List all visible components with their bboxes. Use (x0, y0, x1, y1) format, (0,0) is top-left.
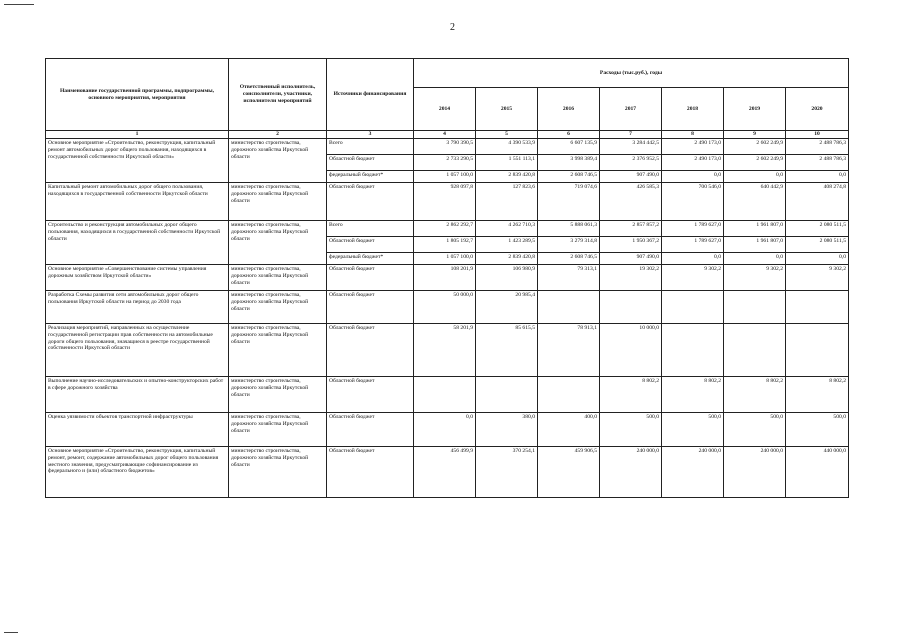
expense-value-cell: 2 376 952,5 (600, 155, 662, 171)
expense-value-cell: 0,0 (662, 171, 724, 183)
funding-source-cell: Областной бюджет (327, 237, 414, 253)
expense-value-cell: 3 279 314,8 (538, 237, 600, 253)
expense-value-cell: 5 888 061,3 (538, 221, 600, 237)
table-row (46, 447, 849, 498)
expense-value-cell: 19 302,2 (600, 265, 662, 291)
header-program-name: Наименование государственной программы, подпрограммы, основного мероприятия, мероприятия (46, 59, 229, 131)
column-index: 4 (414, 131, 476, 139)
expense-value-cell (724, 324, 786, 377)
expense-value-cell (662, 324, 724, 377)
expense-value-cell: 2 490 173,0 (662, 155, 724, 171)
expense-value-cell: 0,0 (414, 413, 476, 447)
funding-source-cell: Областной бюджет (327, 447, 414, 498)
funding-source-cell: федеральный бюджет* (327, 253, 414, 265)
program-name-cell: Основное мероприятие «Строительство, реконструкция, капитальный ремонт, ремонт, содержание автомобильных дорог общего пользования местного значения, предусматривающие софинансирование из федерального и (или) областного бюджетов» (46, 447, 229, 498)
expense-value-cell: 500,0 (600, 413, 662, 447)
scan-mark (4, 4, 34, 5)
funding-source-cell: Областной бюджет (327, 291, 414, 324)
expense-value-cell: 1 423 289,5 (476, 237, 538, 253)
column-index: 10 (786, 131, 849, 139)
executor-cell: министерство строительства, дорожного хозяйства Иркутской области (229, 291, 327, 324)
expense-value-cell (600, 291, 662, 324)
funding-source-cell: Областной бюджет (327, 183, 414, 221)
funding-source-cell: Областной бюджет (327, 265, 414, 291)
expense-value-cell: 2 862 292,7 (414, 221, 476, 237)
expense-value-cell: 106 980,9 (476, 265, 538, 291)
header-year: 2015 (476, 88, 538, 131)
expense-value-cell: 6 607 135,9 (538, 139, 600, 155)
table-row (46, 183, 849, 221)
expense-value-cell: 78 913,1 (538, 324, 600, 377)
expense-value-cell: 380,0 (476, 413, 538, 447)
header-funding-source: Источники финансирования (327, 59, 414, 131)
funding-source-cell: Всего (327, 221, 414, 237)
table-row (46, 413, 849, 447)
header-year: 2018 (662, 88, 724, 131)
budget-table (45, 58, 849, 498)
expense-value-cell: 8 802,2 (662, 377, 724, 413)
header-year: 2017 (600, 88, 662, 131)
expense-value-cell: 700 546,0 (662, 183, 724, 221)
expense-value-cell: 3 998 389,4 (538, 155, 600, 171)
expense-value-cell: 9 302,2 (662, 265, 724, 291)
header-year: 2020 (786, 88, 849, 131)
expense-value-cell (662, 291, 724, 324)
expense-value-cell: 240 000,0 (600, 447, 662, 498)
expense-value-cell: 9 302,2 (786, 265, 849, 291)
column-index: 5 (476, 131, 538, 139)
expense-value-cell (786, 324, 849, 377)
expense-value-cell: 2 839 420,8 (476, 171, 538, 183)
expense-value-cell: 2 602 249,9 (724, 155, 786, 171)
column-index-row (46, 131, 849, 139)
program-name-cell: Строительство и реконструкция автомобильных дорог общего пользования, находящихся в государственной собственности Иркутской области (46, 221, 229, 265)
expense-value-cell: 1 551 113,1 (476, 155, 538, 171)
expense-value-cell: 2 608 746,5 (538, 171, 600, 183)
expense-value-cell: 20 985,4 (476, 291, 538, 324)
expense-value-cell: 0,0 (724, 171, 786, 183)
expense-value-cell: 928 097,8 (414, 183, 476, 221)
column-index: 8 (662, 131, 724, 139)
expense-value-cell: 1 961 807,0 (724, 221, 786, 237)
executor-cell: министерство строительства, дорожного хозяйства Иркутской области (229, 265, 327, 291)
executor-cell: министерство строительства, дорожного хозяйства Иркутской области (229, 413, 327, 447)
executor-cell: министерство строительства, дорожного хозяйства Иркутской области (229, 447, 327, 498)
expense-value-cell: 1 789 627,0 (662, 237, 724, 253)
funding-source-cell: Областной бюджет (327, 413, 414, 447)
expense-value-cell: 440 000,0 (786, 447, 849, 498)
program-name-cell: Выполнение научно-исследовательских и опытно-конструкторских работ в сфере дорожного хозяйства (46, 377, 229, 413)
expense-value-cell: 127 823,6 (476, 183, 538, 221)
expense-value-cell: 0,0 (662, 253, 724, 265)
expense-value-cell: 1 805 192,7 (414, 237, 476, 253)
column-index: 7 (600, 131, 662, 139)
expense-value-cell: 2 608 746,5 (538, 253, 600, 265)
expense-value-cell (538, 377, 600, 413)
expense-value-cell: 79 313,1 (538, 265, 600, 291)
expense-value-cell: 108 201,9 (414, 265, 476, 291)
expense-value-cell: 240 000,0 (724, 447, 786, 498)
table-row (46, 291, 849, 324)
expense-value-cell (476, 377, 538, 413)
expense-value-cell (538, 291, 600, 324)
executor-cell: министерство строительства, дорожного хозяйства Иркутской области (229, 221, 327, 265)
executor-cell: министерство строительства, дорожного хозяйства Иркутской области (229, 324, 327, 377)
expense-value-cell: 2 602 249,9 (724, 139, 786, 155)
table-row (46, 139, 849, 155)
expense-value-cell (414, 377, 476, 413)
expense-value-cell: 1 789 627,0 (662, 221, 724, 237)
expense-value-cell: 1 057 100,0 (414, 171, 476, 183)
expense-value-cell: 0,0 (724, 253, 786, 265)
expense-value-cell: 408 274,8 (786, 183, 849, 221)
expense-value-cell: 500,0 (662, 413, 724, 447)
expense-value-cell: 4 262 710,3 (476, 221, 538, 237)
expense-value-cell: 1 950 367,2 (600, 237, 662, 253)
page-number: 2 (450, 22, 455, 33)
expense-value-cell: 426 585,3 (600, 183, 662, 221)
expense-value-cell: 3 284 442,5 (600, 139, 662, 155)
funding-source-cell: Всего (327, 139, 414, 155)
expense-value-cell: 640 442,9 (724, 183, 786, 221)
funding-source-cell: Областной бюджет (327, 377, 414, 413)
program-name-cell: Основное мероприятие «Строительство, реконструкция, капитальный ремонт автомобильных дорог общего пользования, находящихся в государственной собственности Иркутской области» (46, 139, 229, 183)
program-name-cell: Реализация мероприятий, направленных на осуществление государственной регистрации прав собственности на автомобильные дороги общего пользования, значащиеся в реестре государственной собственности Иркутской области (46, 324, 229, 377)
expense-value-cell: 3 790 390,5 (414, 139, 476, 155)
funding-source-cell: федеральный бюджет* (327, 171, 414, 183)
expense-value-cell: 719 074,6 (538, 183, 600, 221)
expense-value-cell: 0,0 (786, 171, 849, 183)
program-name-cell: Капитальный ремонт автомобильных дорог общего пользования, находящихся в государственной собственности Иркутской области (46, 183, 229, 221)
scan-mark (4, 632, 18, 633)
expense-value-cell (786, 291, 849, 324)
column-index: 6 (538, 131, 600, 139)
expense-value-cell: 907 490,0 (600, 253, 662, 265)
expense-value-cell: 1 057 100,0 (414, 253, 476, 265)
program-name-cell: Основное мероприятие «Совершенствование системы управления дорожным хозяйством Иркутской области» (46, 265, 229, 291)
expense-value-cell: 400,0 (538, 413, 600, 447)
table-row (46, 221, 849, 237)
expense-value-cell: 50 000,0 (414, 291, 476, 324)
header-executor: Ответственный исполнитель, соисполнители, участники, исполнители мероприятий (229, 59, 327, 131)
expense-value-cell: 2 488 786,3 (786, 139, 849, 155)
executor-cell: министерство строительства, дорожного хозяйства Иркутской области (229, 139, 327, 183)
column-index: 9 (724, 131, 786, 139)
expense-value-cell: 0,0 (786, 253, 849, 265)
header-year: 2019 (724, 88, 786, 131)
funding-source-cell: Областной бюджет (327, 324, 414, 377)
expense-value-cell: 2 080 511,5 (786, 221, 849, 237)
expense-value-cell: 10 000,0 (600, 324, 662, 377)
program-name-cell: Разработка Схемы развития сети автомобильных дорог общего пользования Иркутской области на период до 2030 года (46, 291, 229, 324)
expense-value-cell: 2 733 290,5 (414, 155, 476, 171)
expense-value-cell: 240 000,0 (662, 447, 724, 498)
expense-value-cell: 8 802,2 (724, 377, 786, 413)
executor-cell: министерство строительства, дорожного хозяйства Иркутской области (229, 377, 327, 413)
expense-value-cell: 907 490,0 (600, 171, 662, 183)
expense-value-cell: 2 490 173,0 (662, 139, 724, 155)
expense-value-cell: 4 390 533,9 (476, 139, 538, 155)
expense-value-cell (724, 291, 786, 324)
expense-value-cell: 2 857 857,2 (600, 221, 662, 237)
table-row (46, 324, 849, 377)
expense-value-cell: 2 080 511,5 (786, 237, 849, 253)
column-index: 1 (46, 131, 229, 139)
expense-value-cell: 456 499,9 (414, 447, 476, 498)
expense-value-cell: 1 961 807,0 (724, 237, 786, 253)
expense-value-cell: 500,0 (786, 413, 849, 447)
program-name-cell: Оценка уязвимости объектов транспортной инфраструктуры (46, 413, 229, 447)
column-index: 2 (229, 131, 327, 139)
header-year: 2016 (538, 88, 600, 131)
expense-value-cell: 8 802,2 (600, 377, 662, 413)
header-year: 2014 (414, 88, 476, 131)
header-expenses: Расходы (тыс.руб.), годы (414, 59, 849, 88)
table-row (46, 265, 849, 291)
expense-value-cell: 2 839 420,8 (476, 253, 538, 265)
expense-value-cell: 459 906,5 (538, 447, 600, 498)
table-row (46, 377, 849, 413)
expense-value-cell: 8 802,2 (786, 377, 849, 413)
expense-value-cell: 85 615,5 (476, 324, 538, 377)
expense-value-cell: 370 254,1 (476, 447, 538, 498)
funding-source-cell: Областной бюджет (327, 155, 414, 171)
expense-value-cell: 58 201,9 (414, 324, 476, 377)
expense-value-cell: 500,0 (724, 413, 786, 447)
column-index: 3 (327, 131, 414, 139)
expense-value-cell: 2 488 786,3 (786, 155, 849, 171)
expense-value-cell: 9 302,2 (724, 265, 786, 291)
executor-cell: министерство строительства, дорожного хозяйства Иркутской области (229, 183, 327, 221)
